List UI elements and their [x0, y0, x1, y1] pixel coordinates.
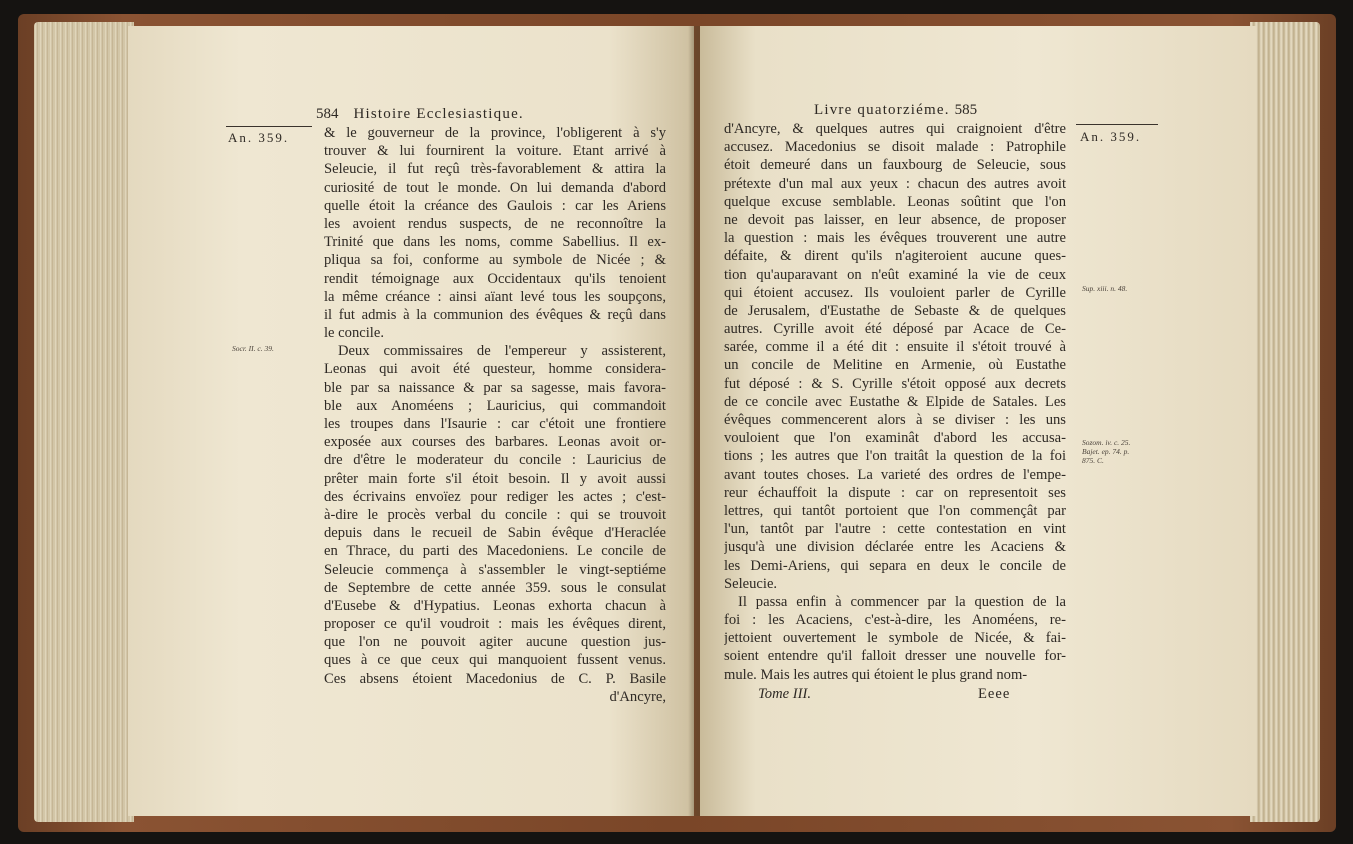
text-line: prêter main forte s'il étoit besoin. Il y avoit aussi [324, 470, 666, 487]
text-line: l'un, tantôt par l'autre : cette contestation en vint [724, 521, 1066, 538]
right-margin-note-sup: Sup. xiii. n. 48. [1082, 284, 1128, 293]
text-line: d'Ancyre, & quelques autres qui craignoient d'être [724, 121, 1066, 137]
text-line: ne devoit pas laisser, en leur absence, de proposer [724, 211, 1066, 228]
left-running-header [316, 106, 524, 123]
left-running-head: Histoire Ecclesiastique. [353, 106, 524, 122]
text-line: que l'on ne pouvoit agiter aucune question jus- [324, 634, 666, 651]
text-line: jusqu'à une division déclarée entre les Acaciens & [724, 539, 1066, 556]
text-line: le concile. [324, 325, 384, 342]
text-line: proposer ce qu'il voudroit : mais les évêques dirent, [324, 616, 666, 633]
text-line: Seleucie, il fut reçû très-favorablement & attira la [324, 161, 666, 178]
text-line: accusez. Macedonius se disoit malade : Patrophile [724, 139, 1066, 156]
text-line: Leonas qui avoit été questeur, homme considera- [324, 361, 666, 378]
text-line: la même créance : ainsi aïant levé tous les soupçons, [324, 288, 666, 305]
right-footer [758, 686, 1011, 703]
text-line: trouver & lui fournirent la voiture. Etant arrivé à [324, 143, 666, 160]
text-line: prétexte d'un mal aux yeux : chacun des autres avoit [724, 175, 1066, 192]
text-line: de Jerusalem, d'Eustathe de Sebaste & de quelques [724, 302, 1066, 319]
text-line: de Septembre de cette année 359. sous le consulat [324, 579, 666, 596]
text-line: il fut admis à la communion des évêques & reçû dans [324, 306, 666, 323]
text-line: à-dire le procès verbal du concile : qui se trouvoit [324, 506, 666, 523]
right-page-number: 585 [954, 102, 978, 118]
right-running-header [814, 102, 987, 119]
text-line: Ces absens étoient Macedonius de C. P. Basile [324, 670, 666, 687]
text-line: vouloient que l'on examinât d'abord les accusa- [724, 430, 1066, 447]
left-body-text [324, 124, 666, 706]
text-line: mule. Mais les autres qui étoient le plus grand nom- [724, 666, 1028, 683]
text-line: les avoient rendus suspects, de ne reconnoître la [324, 215, 666, 232]
text-line: ble par sa naissance & par sa sagesse, mais favora- [324, 379, 666, 396]
text-line: pliqua sa foi, conforme au symbole de Nicée ; & [324, 252, 666, 269]
footer-signature: Eeee [978, 686, 1011, 702]
text-line: reur échauffoit la dispute : car on representoit ses [724, 484, 1066, 501]
text-line: ques à ce que ceux qui manquoient fussent venus. [324, 652, 666, 669]
page-edges-right [1250, 22, 1320, 822]
right-margin-note-sozom: Sozom. iv. c. 25. Bajet. ep. 74. p. 875. C. [1082, 438, 1131, 465]
text-line: dre d'être le moderateur du concile : Lauricius de [324, 452, 666, 469]
text-line: soient entendre qu'il falloit dresser une nouvelle for- [724, 648, 1066, 665]
text-line: d'Eusebe & d'Hypatius. Leonas exhorta chacun à [324, 597, 666, 614]
left-page-number: 584 [316, 106, 339, 122]
text-line: d'Ancyre, [609, 688, 666, 705]
text-line: Deux commissaires de l'empereur y assisterent, [338, 343, 666, 360]
text-line: curiosité de tout le monde. On lui demanda d'abord [324, 179, 666, 196]
text-line: Seleucie. [724, 575, 778, 592]
text-line: lettres, qui tantôt portoient que l'on commençât par [724, 502, 1066, 519]
right-page [700, 26, 1256, 816]
text-line: de ce concile avec Eustathe & Elpide de Satales. Les [724, 393, 1066, 410]
text-line: jettoient ouvertement le symbole de Nicée, & fai- [724, 630, 1066, 647]
text-line: exposée aux courses des barbares. Leonas avoit or- [324, 434, 666, 451]
left-margin-rule [226, 126, 312, 127]
text-line: quelle étoit la créance des Gaulois : car les Ariens [324, 197, 666, 214]
text-line: avant toutes choses. La varieté des ordres de l'empe- [724, 466, 1066, 483]
text-line: Trinité que dans les noms, comme Sabellius. Il ex- [324, 234, 666, 251]
text-line: défaite, & dirent qu'ils n'agiteroient aucune ques- [724, 248, 1066, 265]
left-page [128, 26, 694, 816]
text-line: des écrivains envoïez pour rediger les actes ; c'est- [324, 488, 666, 505]
text-line: autres. Cyrille avoit été déposé par Acace de Ce- [724, 321, 1066, 338]
text-line: depuis dans le recueil de Sabin évêque d'Heraclée [324, 525, 666, 542]
right-margin-year: An. 359. [1080, 129, 1142, 144]
text-line: les Demi-Ariens, qui separa en deux le concile de [724, 557, 1066, 574]
left-margin-note: Socr. II. c. 39. [232, 344, 274, 353]
right-running-head: Livre quatorziéme. [814, 102, 950, 118]
text-line: sarée, comme il a été dit : ensuite il s'étoit trouvé à [724, 339, 1066, 356]
text-line: Seleucie commença à s'assembler le vingt-septiéme [324, 561, 666, 578]
text-line: tion qu'auparavant on n'eût examiné la vie de ceux [724, 266, 1066, 283]
text-line: un concile de Melitine en Armenie, où Eustathe [724, 357, 1066, 374]
footer-volume: Tome III. [758, 686, 811, 702]
text-line: fut déposé : & S. Cyrille s'étoit opposé aux decrets [724, 375, 1066, 392]
text-line: Il passa enfin à commencer par la question de la [738, 593, 1066, 610]
text-line: la question : mais les évêques trouverent une autre [724, 230, 1066, 247]
text-line: tions ; les autres que l'on traitât la question de la foi [724, 448, 1066, 465]
right-margin-rule [1076, 124, 1158, 125]
text-line: les troupes dans l'Isaurie : car c'étoit une frontiere [324, 416, 666, 432]
text-line: ble aux Anoméens ; Lauricius, qui commandoit [324, 397, 666, 414]
text-line: en Thrace, du parti des Macedoniens. Le concile de [324, 543, 666, 560]
text-line: rendit témoignage aux Occidentaux qu'ils tenoient [324, 270, 666, 287]
text-line: qui étoient accusez. Ils vouloient parler de Cyrille [724, 284, 1066, 301]
text-line: évêques commencerent alors à se diviser : les uns [724, 412, 1066, 428]
text-line: & le gouverneur de la province, l'obligerent à s'y [324, 125, 666, 141]
text-line: foi : les Acaciens, c'est-à-dire, les Anoméens, re- [724, 612, 1066, 629]
text-line: étoit demeuré dans un fauxbourg de Seleucie, sous [724, 157, 1066, 174]
left-margin-year: An. 359. [228, 130, 290, 145]
right-body-text [724, 120, 1066, 684]
text-line: quelque excuse semblable. Leonas soûtint que l'on [724, 193, 1066, 210]
page-edges-left [34, 22, 134, 822]
